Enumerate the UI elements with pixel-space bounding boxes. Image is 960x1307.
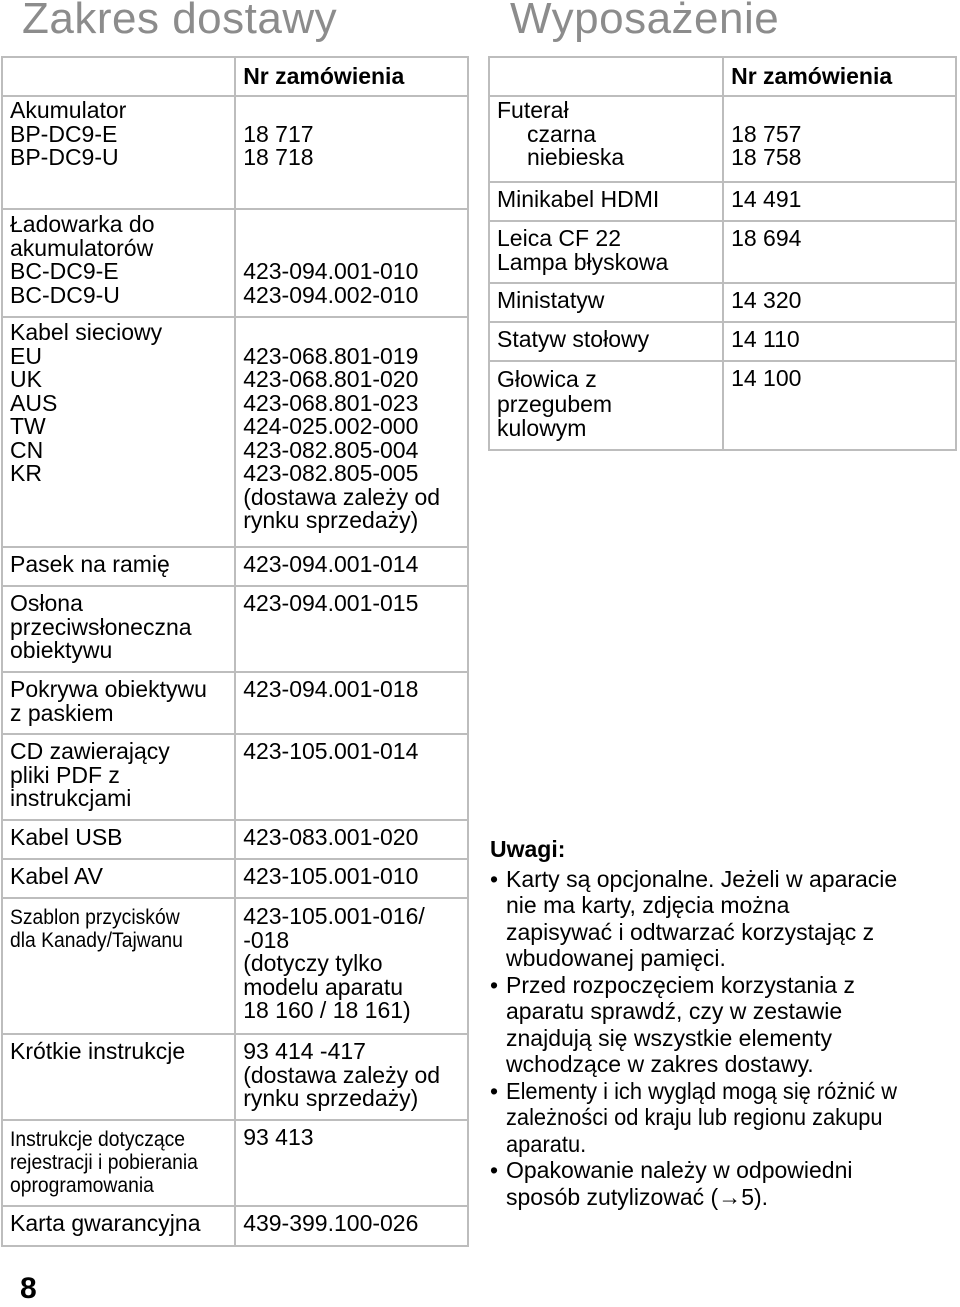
bullet-icon: • — [490, 1077, 499, 1104]
order-number-header: Nr zamówienia — [235, 57, 468, 96]
order-number-line: 423-082.805-004 — [243, 436, 419, 463]
order-number-cell — [235, 547, 468, 586]
table-row — [489, 182, 956, 221]
bullet-icon: • — [490, 1157, 499, 1183]
notes-block — [490, 836, 950, 1210]
order-number-line: 439-399.100-026 — [243, 1210, 419, 1236]
note-item — [490, 1157, 950, 1210]
item-name-cell — [2, 1034, 235, 1120]
note-line: znajdują się wszystkie elementy — [506, 1024, 832, 1051]
order-number-cell — [723, 283, 956, 322]
item-name-line: Kabel sieciowy — [10, 319, 163, 345]
header-empty-cell — [2, 57, 235, 96]
item-name-line: Pokrywa obiektywu — [10, 676, 207, 702]
item-name-cell — [2, 859, 235, 898]
item-name-line: BC-DC9-U — [10, 281, 120, 308]
note-line — [506, 1184, 950, 1211]
table-row — [2, 734, 468, 820]
order-number-line: 423-082.805-005 — [243, 460, 419, 486]
order-number-cell — [235, 734, 468, 820]
order-number-line: 18 694 — [731, 225, 802, 251]
order-number-line: 93 414 -417 — [243, 1038, 366, 1064]
item-name-line: Karta gwarancyjna — [10, 1210, 201, 1236]
note-line — [506, 1104, 950, 1131]
item-name-line: z paskiem — [10, 699, 114, 726]
item-name-line: kulowym — [497, 415, 587, 441]
item-name-line: Pasek na ramię — [10, 551, 170, 577]
note-line-text: zależności od kraju lub regionu zakupu — [506, 1104, 883, 1130]
order-number-line: (dostawa zależy od — [243, 483, 441, 510]
table-row — [489, 283, 956, 322]
item-name-cell — [2, 1206, 235, 1246]
order-number-line — [243, 213, 461, 237]
item-name-cell — [489, 96, 723, 182]
bullet-icon: • — [490, 865, 499, 892]
order-number-line: rynku sprzedaży) — [243, 1085, 419, 1111]
item-name-cell — [489, 182, 723, 221]
order-number-line: rynku sprzedaży) — [243, 507, 419, 533]
table-row — [2, 586, 468, 672]
bullet-icon: • — [490, 971, 499, 998]
item-name-line: dla Kanady/Tajwanu — [10, 929, 183, 952]
item-name-line: pliki PDF z — [10, 761, 120, 788]
order-number-line: 423-068.801-020 — [243, 366, 419, 392]
order-number-line — [243, 237, 461, 261]
item-name-line: UK — [10, 366, 42, 392]
item-name-line: Ministatyw — [497, 287, 605, 313]
item-name-cell — [2, 820, 235, 859]
note-line: Karty są opcjonalne. Jeżeli w aparacie — [506, 865, 898, 892]
item-name-line: CN — [10, 436, 44, 463]
item-name-cell — [489, 361, 723, 450]
order-number-cell — [235, 672, 468, 734]
item-name-cell — [2, 672, 235, 734]
order-number-cell — [723, 96, 956, 182]
item-name-line: EU — [10, 342, 42, 369]
table-row — [2, 672, 468, 734]
order-number-cell — [235, 1120, 468, 1206]
order-number-line: 18 160 / 18 161) — [243, 997, 411, 1023]
item-name-cell — [2, 586, 235, 672]
note-line-text: aparatu. — [506, 1130, 587, 1157]
order-number-line: 423-094.002-010 — [243, 281, 419, 308]
item-name-line: BP-DC9-E — [10, 120, 118, 147]
order-number-cell — [235, 859, 468, 898]
order-number-line: modelu aparatu — [243, 973, 404, 1000]
note-item — [490, 972, 950, 1078]
note-line: Przed rozpoczęciem korzystania z — [506, 971, 855, 998]
order-number-header: Nr zamówienia — [723, 57, 956, 96]
note-line: aparatu sprawdź, czy w zestawie — [506, 998, 843, 1024]
order-number-line: 14 100 — [731, 365, 802, 391]
table-row — [489, 221, 956, 283]
table-row — [489, 322, 956, 361]
item-name-line: Statyw stołowy — [497, 326, 650, 352]
order-number-line: 423-105.001-014 — [243, 738, 419, 764]
order-number-line: 14 110 — [731, 326, 800, 352]
item-name-line: Lampa błyskowa — [497, 248, 669, 275]
item-name-line: Szablon przycisków — [10, 906, 180, 929]
order-number-line: 423-094.001-014 — [243, 551, 419, 577]
order-number-line: 93 413 — [243, 1124, 314, 1150]
item-name-line: rejestracji i pobierania — [10, 1151, 198, 1174]
item-name-line: TW — [10, 413, 46, 439]
item-variant-line: czarna — [527, 120, 597, 147]
delivery-section-title: Zakres dostawy — [22, 0, 338, 43]
order-number-line: 423-094.001-015 — [243, 590, 419, 616]
order-number-line: 423-068.801-019 — [243, 342, 419, 369]
item-name-line: przeciwsłoneczna — [10, 613, 192, 640]
order-number-line: (dostawa zależy od — [243, 1061, 441, 1088]
order-number-line: 18 758 — [731, 144, 802, 170]
page-number: 8 — [20, 1272, 37, 1305]
arrow-right-icon: → — [718, 1183, 742, 1210]
table-row — [2, 547, 468, 586]
item-name-line: obiektywu — [10, 637, 113, 663]
order-number-cell — [723, 182, 956, 221]
order-number-cell — [235, 96, 468, 209]
item-name-cell — [2, 1120, 235, 1206]
item-name-cell — [2, 547, 235, 586]
item-name-line: Akumulator — [10, 97, 127, 123]
order-number-line: 423-105.001-010 — [243, 863, 419, 889]
order-number-cell — [235, 898, 468, 1034]
order-number-line: -018 — [243, 926, 290, 953]
note-line: wbudowanej pamięci. — [506, 945, 726, 971]
item-name-cell — [2, 96, 235, 209]
item-name-line: BP-DC9-U — [10, 144, 119, 170]
note-line: wchodzące w zakres dostawy. — [506, 1051, 814, 1077]
item-name-line: Minikabel HDMI — [497, 186, 660, 212]
notes-list — [490, 866, 950, 1211]
item-name-line: Krótkie instrukcje — [10, 1038, 186, 1064]
order-number-line: 18 718 — [243, 144, 314, 170]
table-header-row — [2, 57, 468, 96]
item-name-cell — [489, 221, 723, 283]
note-line: nie ma karty, zdjęcia można — [506, 892, 790, 918]
table-header-row — [489, 57, 956, 96]
table-row — [2, 1120, 468, 1206]
order-number-line: (dotyczy tylko — [243, 950, 383, 976]
order-number-line — [243, 99, 461, 123]
item-name-line: Kabel AV — [10, 863, 103, 889]
page-reference: 5). — [741, 1183, 769, 1210]
item-name-line: AUS — [10, 389, 58, 416]
order-number-cell — [235, 1034, 468, 1120]
item-name-line: CD zawierający — [10, 738, 170, 764]
item-name-cell — [2, 209, 235, 317]
item-name-line: oprogramowania — [10, 1174, 154, 1197]
order-number-line: 423-105.001-016/ — [243, 903, 425, 929]
note-item — [490, 866, 950, 972]
delivery-table — [1, 56, 469, 1247]
order-number-line: 14 320 — [731, 287, 802, 313]
table-row — [489, 96, 956, 182]
note-line-text: sposób zutylizować ( — [506, 1183, 719, 1210]
table-row — [2, 820, 468, 859]
item-name-cell — [2, 734, 235, 820]
order-number-line: 424-025.002-000 — [243, 413, 419, 439]
item-name-cell — [489, 322, 723, 361]
item-name-cell — [2, 317, 235, 547]
table-row — [2, 1034, 468, 1120]
header-empty-cell — [489, 57, 723, 96]
item-name-line: Głowica z — [497, 366, 597, 392]
item-name-line: Instrukcje dotyczące — [10, 1128, 186, 1151]
order-number-line — [243, 321, 461, 345]
item-name-line: Kabel USB — [10, 824, 123, 850]
note-line-text: Elementy i ich wygląd mogą się różnić w — [506, 1077, 898, 1104]
order-number-line: 423-068.801-023 — [243, 389, 419, 416]
table-row — [489, 361, 956, 450]
order-number-line: 423-094.001-010 — [243, 258, 419, 284]
order-number-line: 423-094.001-018 — [243, 676, 419, 702]
order-number-line: 18 717 — [243, 120, 314, 147]
accessories-section-title: Wyposażenie — [510, 0, 780, 43]
order-number-cell — [235, 820, 468, 859]
table-row — [2, 209, 468, 317]
item-name-line: Futerał — [497, 97, 569, 123]
order-number-cell — [723, 361, 956, 450]
item-name-line: KR — [10, 460, 42, 486]
table-row — [2, 859, 468, 898]
note-line: zapisywać i odtwarzać korzystając z — [506, 918, 875, 945]
item-name-line: przegubem — [497, 390, 613, 417]
notes-title: Uwagi: — [490, 836, 566, 862]
item-name-cell — [489, 283, 723, 322]
table-row — [2, 317, 468, 547]
item-name-line: BC-DC9-E — [10, 258, 119, 284]
order-number-line: 18 757 — [731, 120, 802, 147]
order-number-cell — [235, 209, 468, 317]
order-number-line: 423-083.001-020 — [243, 824, 419, 850]
item-name-line: akumulatorów — [10, 234, 154, 261]
item-name-line: instrukcjami — [10, 785, 132, 811]
order-number-cell — [235, 586, 468, 672]
order-number-line — [731, 99, 949, 123]
note-item — [490, 1078, 950, 1158]
table-row — [2, 898, 468, 1034]
note-line: Opakowanie należy w odpowiedni — [506, 1157, 853, 1183]
table-row — [2, 96, 468, 209]
order-number-cell — [723, 221, 956, 283]
order-number-cell — [235, 1206, 468, 1246]
order-number-line: 14 491 — [731, 186, 802, 212]
table-row — [2, 1206, 468, 1246]
accessories-table — [488, 56, 957, 451]
order-number-cell — [235, 317, 468, 547]
item-name-line: Ładowarka do — [10, 211, 155, 237]
item-name-cell — [2, 898, 235, 1034]
item-name-line: Osłona — [10, 590, 83, 616]
order-number-cell — [723, 322, 956, 361]
note-line — [506, 1131, 950, 1158]
item-variant-line: niebieska — [527, 144, 625, 170]
item-name-line: Leica CF 22 — [497, 225, 622, 251]
note-line — [506, 1078, 950, 1105]
